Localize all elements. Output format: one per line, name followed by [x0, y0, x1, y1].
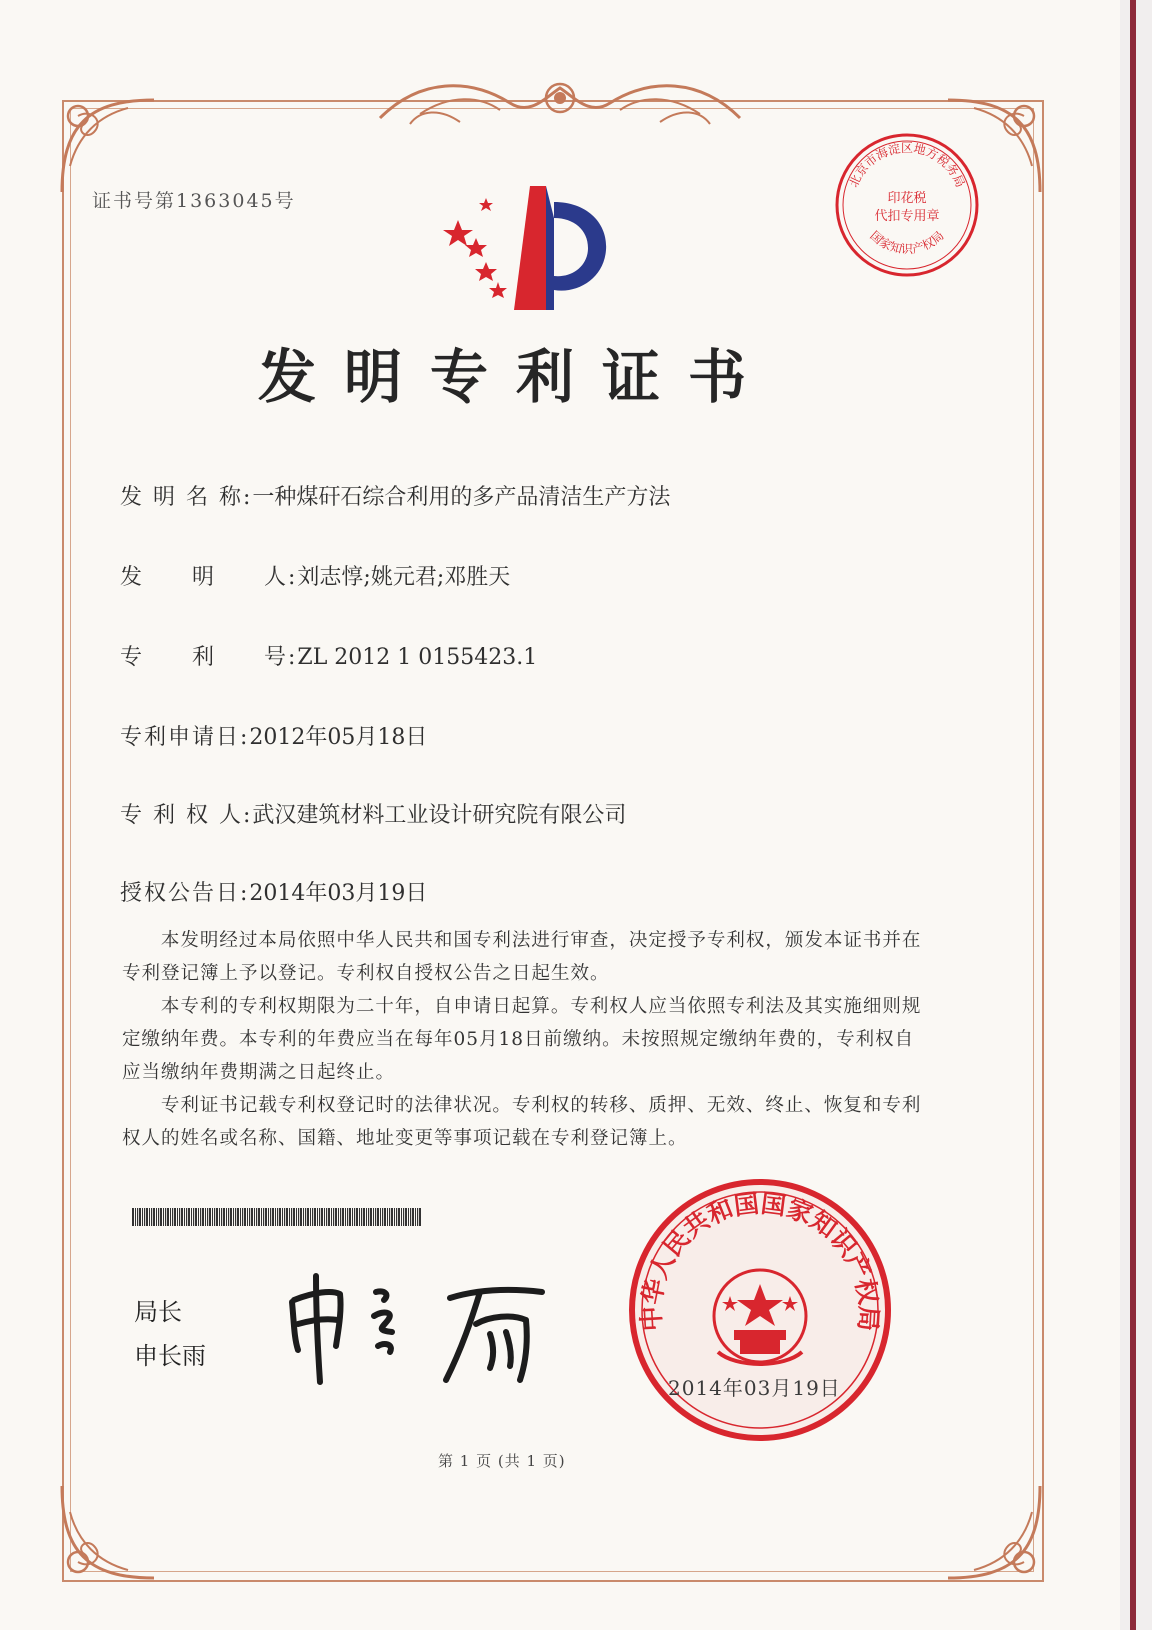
field-label: 授权公告日: — [120, 881, 250, 906]
corner-ornament-icon — [48, 1472, 168, 1592]
page-indicator: 第 1 页 (共 1 页) — [438, 1452, 566, 1470]
body-paragraph: 专利证书记载专利权登记时的法律状况。专利权的转移、质押、无效、终止、恢复和专利权人的姓名或名称、国籍、地址变更等事项记载在专利登记簿上。 — [122, 1095, 922, 1149]
field-value: 刘志惇;姚元君;邓胜天 — [297, 565, 511, 590]
barcode-icon — [132, 1208, 422, 1226]
tax-stamp-seal — [832, 130, 982, 280]
field-value: 武汉建筑材料工业设计研究院有限公司 — [252, 803, 627, 828]
seal-date: 2014年03月19日 — [668, 1376, 841, 1400]
field-label: 专 利 权 人: — [120, 803, 253, 828]
field-grant-date — [120, 876, 427, 907]
director-name: 申长雨 — [134, 1342, 206, 1370]
corner-ornament-icon — [934, 1472, 1054, 1592]
field-patentee — [120, 798, 626, 829]
field-label: 专利申请日: — [120, 725, 250, 750]
director-title: 局长 — [134, 1298, 182, 1326]
field-invention-name — [120, 480, 670, 511]
certificate-number: 证书号第1363045号 — [92, 190, 296, 212]
field-value: 2012年05月18日 — [249, 725, 428, 750]
field-label: 专 利 号: — [120, 645, 298, 670]
field-patent-number — [120, 640, 537, 671]
field-application-date — [120, 720, 427, 751]
binding-spine — [1120, 0, 1152, 1630]
field-value: 一种煤矸石综合利用的多产品清洁生产方法 — [252, 485, 671, 510]
svg-text:国家知识产权局: 国家知识产权局 — [867, 228, 947, 257]
director-signature — [280, 1262, 570, 1392]
svg-text:中华人民共和国国家知识产权局: 中华人民共和国国家知识产权局 — [636, 1188, 884, 1332]
field-value: 2014年03月19日 — [249, 881, 428, 906]
svg-text:北京市海淀区地方税务局: 北京市海淀区地方税务局 — [846, 141, 968, 190]
body-paragraph: 本发明经过本局依照中华人民共和国专利法进行审查，决定授予专利权，颁发本证书并在专利登记簿上予以登记。专利权自授权公告之日起生效。 — [122, 930, 922, 984]
field-inventors — [120, 560, 510, 591]
top-ornament-icon — [360, 58, 760, 138]
svg-text:代扣专用章: 代扣专用章 — [874, 209, 940, 224]
patent-office-logo-icon — [438, 178, 624, 318]
field-label: 发 明 人: — [120, 565, 298, 590]
field-label: 发 明 名 称: — [120, 485, 253, 510]
certificate-body — [122, 924, 932, 1155]
field-value: ZL 2012 1 0155423.1 — [297, 645, 538, 670]
body-paragraph: 本专利的专利权期限为二十年，自申请日起算。专利权人应当依照专利法及其实施细则规定缴纳年费。本专利的年费应当在每年05月18日前缴纳。未按照规定缴纳年费的，专利权自应当缴纳年费期满之日起终止。 — [122, 996, 922, 1083]
page-title: 发明专利证书 — [258, 343, 775, 411]
patent-office-seal — [626, 1176, 894, 1444]
svg-text:印花税: 印花税 — [887, 191, 927, 206]
